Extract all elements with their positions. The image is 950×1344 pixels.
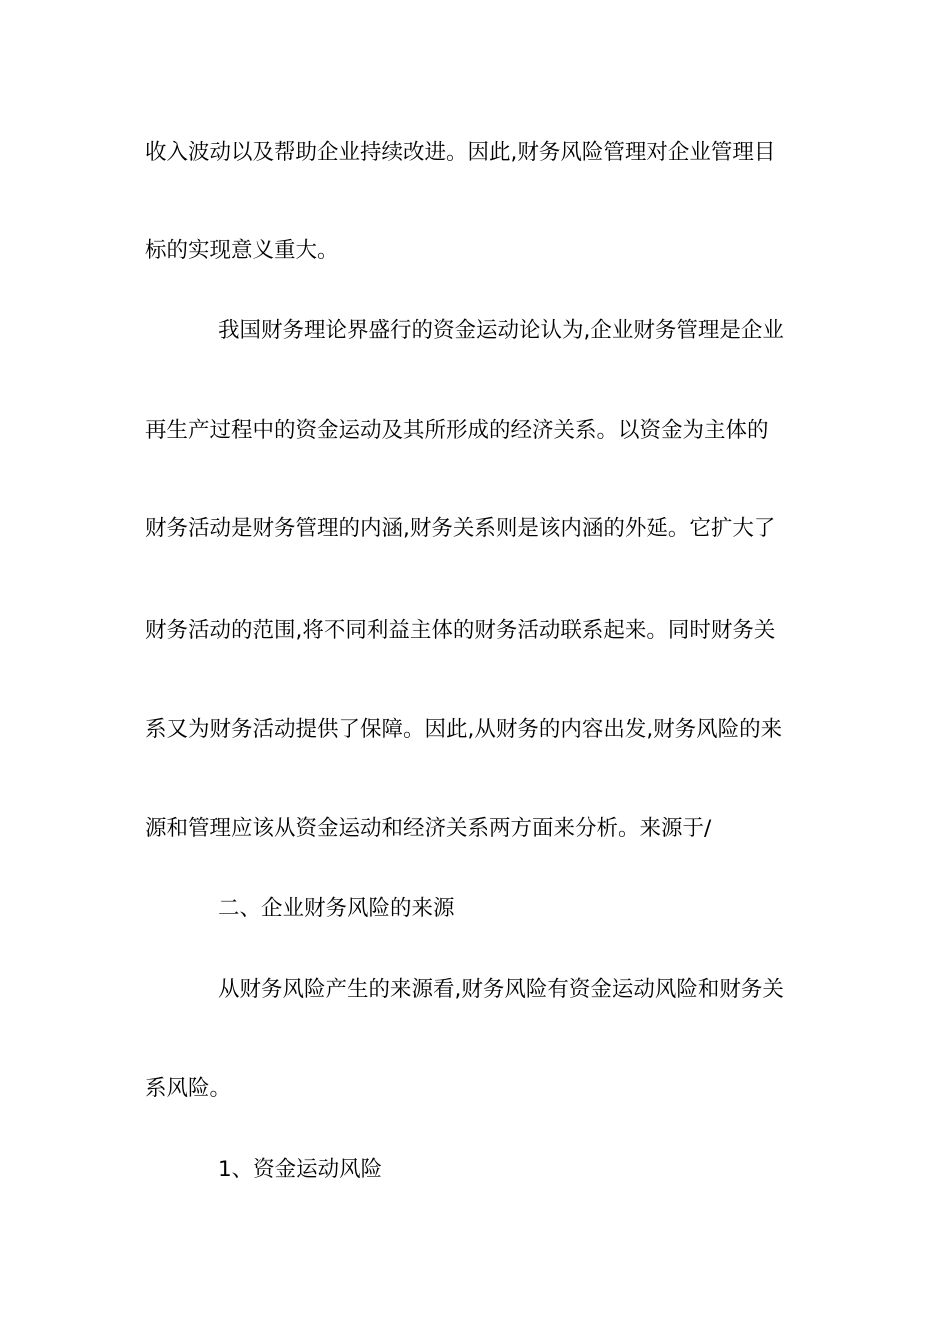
paragraph-line: 财务活动的范围,将不同利益主体的财务活动联系起来。同时财务关 <box>145 618 776 643</box>
paragraph-line: 再生产过程中的资金运动及其所形成的经济关系。以资金为主体的 <box>145 418 769 443</box>
paragraph-line: 标的实现意义重大。 <box>145 238 339 263</box>
paragraph-line: 收入波动以及帮助企业持续改进。因此,财务风险管理对企业管理目 <box>145 140 776 165</box>
section-heading: 二、企业财务风险的来源 <box>218 896 455 921</box>
paragraph-line: 源和管理应该从资金运动和经济关系两方面来分析。来源于/ <box>145 816 712 841</box>
subsection-heading: 1、资金运动风险 <box>218 1157 383 1182</box>
paragraph-line: 我国财务理论界盛行的资金运动论认为,企业财务管理是企业 <box>218 318 784 343</box>
paragraph-line: 系风险。 <box>145 1076 232 1101</box>
paragraph-line: 系又为财务活动提供了保障。因此,从财务的内容出发,财务风险的来 <box>145 717 783 742</box>
paragraph-line: 财务活动是财务管理的内涵,财务关系则是该内涵的外延。它扩大了 <box>145 516 776 541</box>
paragraph-line: 从财务风险产生的来源看,财务风险有资金运动风险和财务关 <box>218 977 784 1002</box>
